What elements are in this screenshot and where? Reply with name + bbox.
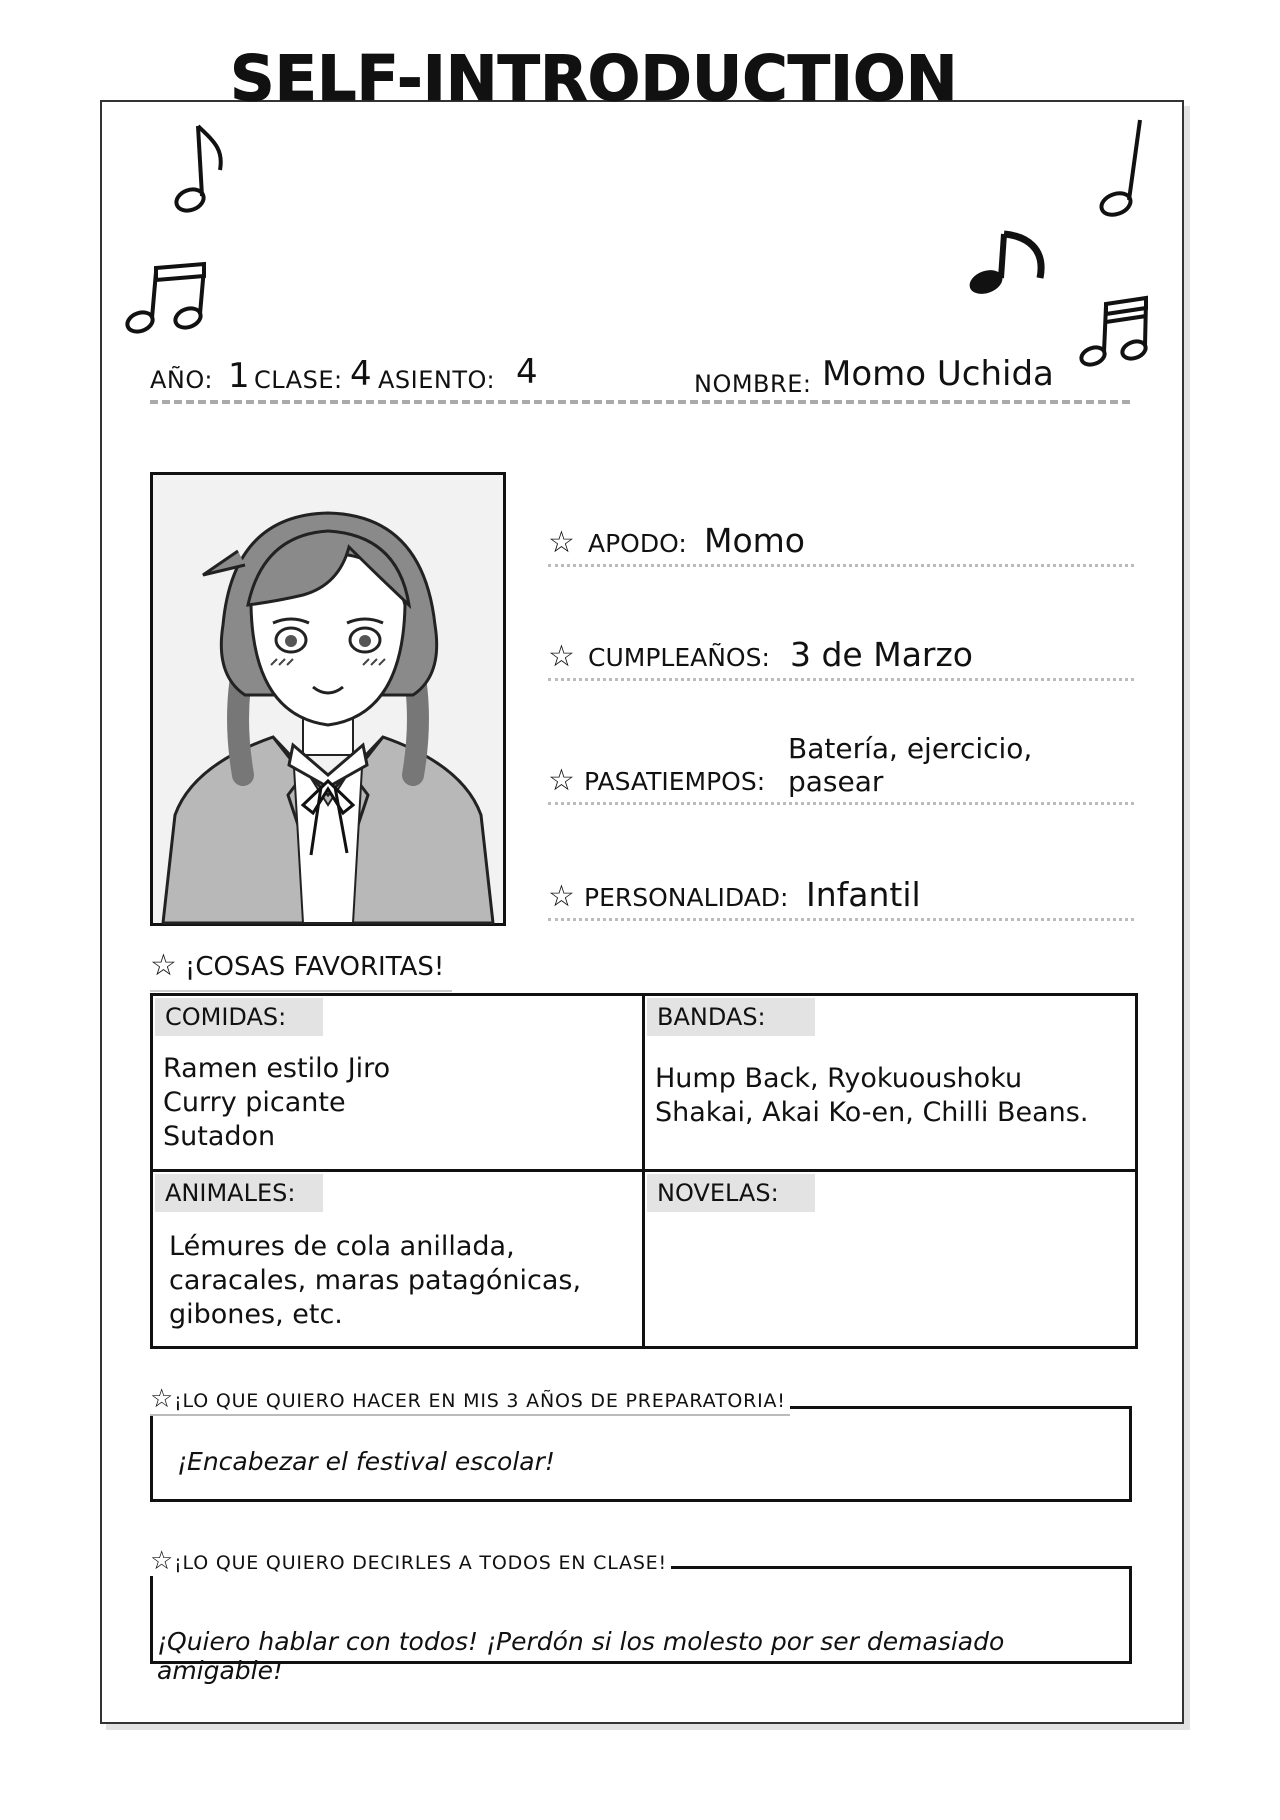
foods-cell <box>153 996 642 1169</box>
novels-cell <box>645 1172 1134 1345</box>
hobbies-row <box>548 732 1134 805</box>
message-heading <box>150 1546 671 1576</box>
seat-value: 4 <box>516 352 538 392</box>
star-icon: ☆ <box>548 525 575 560</box>
page-title-text: SELF-INTRODUCTION <box>230 42 958 115</box>
beamed-notes-icon <box>122 262 214 338</box>
bands-value: Hump Back, Ryokuoushoku Shakai, Akai Ko-en, Chilli Beans. <box>655 1063 1089 1128</box>
year-label: AÑO: <box>150 366 213 394</box>
nickname-value: Momo <box>704 521 805 560</box>
novels-label: NOVELAS: <box>647 1174 815 1212</box>
foods-label: COMIDAS: <box>155 998 323 1036</box>
hobbies-value: Batería, ejercicio, pasear <box>788 732 1033 798</box>
goals-heading <box>150 1384 790 1416</box>
name-label: NOMBRE: <box>694 370 812 398</box>
class-label: CLASE: <box>254 366 343 394</box>
star-icon: ☆ <box>150 1546 175 1576</box>
message-heading-label: ¡LO QUE QUIERO DECIRLES A TODOS EN CLASE! <box>174 1552 667 1574</box>
bands-cell <box>645 996 1134 1169</box>
message-text: ¡Quiero hablar con todos! ¡Perdón si los molesto por ser demasiado amigable! <box>157 1627 1005 1685</box>
star-icon: ☆ <box>548 879 575 914</box>
favorites-table <box>150 993 1138 1349</box>
birthday-label: CUMPLEAÑOS: <box>588 643 770 672</box>
animals-cell <box>153 1172 642 1345</box>
animals-value: Lémures de cola anillada, caracales, maras patagónicas, gibones, etc. <box>169 1231 582 1330</box>
bands-label: BANDAS: <box>647 998 815 1036</box>
star-icon: ☆ <box>548 763 575 798</box>
goals-box <box>150 1406 1132 1502</box>
favorites-heading-label: ¡COSAS FAVORITAS! <box>184 952 445 982</box>
name-value: Momo Uchida <box>822 354 1054 394</box>
birthday-row <box>548 634 1134 681</box>
table-horizontal-divider <box>153 1169 1135 1172</box>
nickname-label: APODO: <box>588 529 687 558</box>
personality-value: Infantil <box>806 875 921 914</box>
class-value: 4 <box>350 354 372 394</box>
year-value: 1 <box>228 356 250 396</box>
quarter-note-icon <box>1096 114 1156 224</box>
goals-text: ¡Encabezar el festival escolar! <box>177 1447 555 1476</box>
animals-label: ANIMALES: <box>155 1174 323 1212</box>
favorites-heading <box>150 948 452 992</box>
birthday-value: 3 de Marzo <box>790 635 973 674</box>
star-icon: ☆ <box>150 948 177 983</box>
header-divider <box>150 400 1130 404</box>
personality-row <box>548 874 1134 921</box>
foods-value: Ramen estilo Jiro Curry picante Sutadon <box>163 1053 391 1152</box>
star-icon: ☆ <box>150 1384 175 1414</box>
nickname-row <box>548 520 1134 567</box>
star-icon: ☆ <box>548 639 575 674</box>
goals-heading-label: ¡LO QUE QUIERO HACER EN MIS 3 AÑOS DE PREPARATORIA! <box>174 1390 786 1412</box>
page-title <box>230 42 990 310</box>
header-meta <box>150 352 1130 398</box>
student-portrait <box>150 472 506 926</box>
eighth-note-icon <box>172 118 232 218</box>
seat-label: ASIENTO: <box>378 366 496 394</box>
hobbies-label: PASATIEMPOS: <box>584 767 766 796</box>
personality-label: PERSONALIDAD: <box>584 883 789 912</box>
message-box <box>150 1566 1132 1685</box>
